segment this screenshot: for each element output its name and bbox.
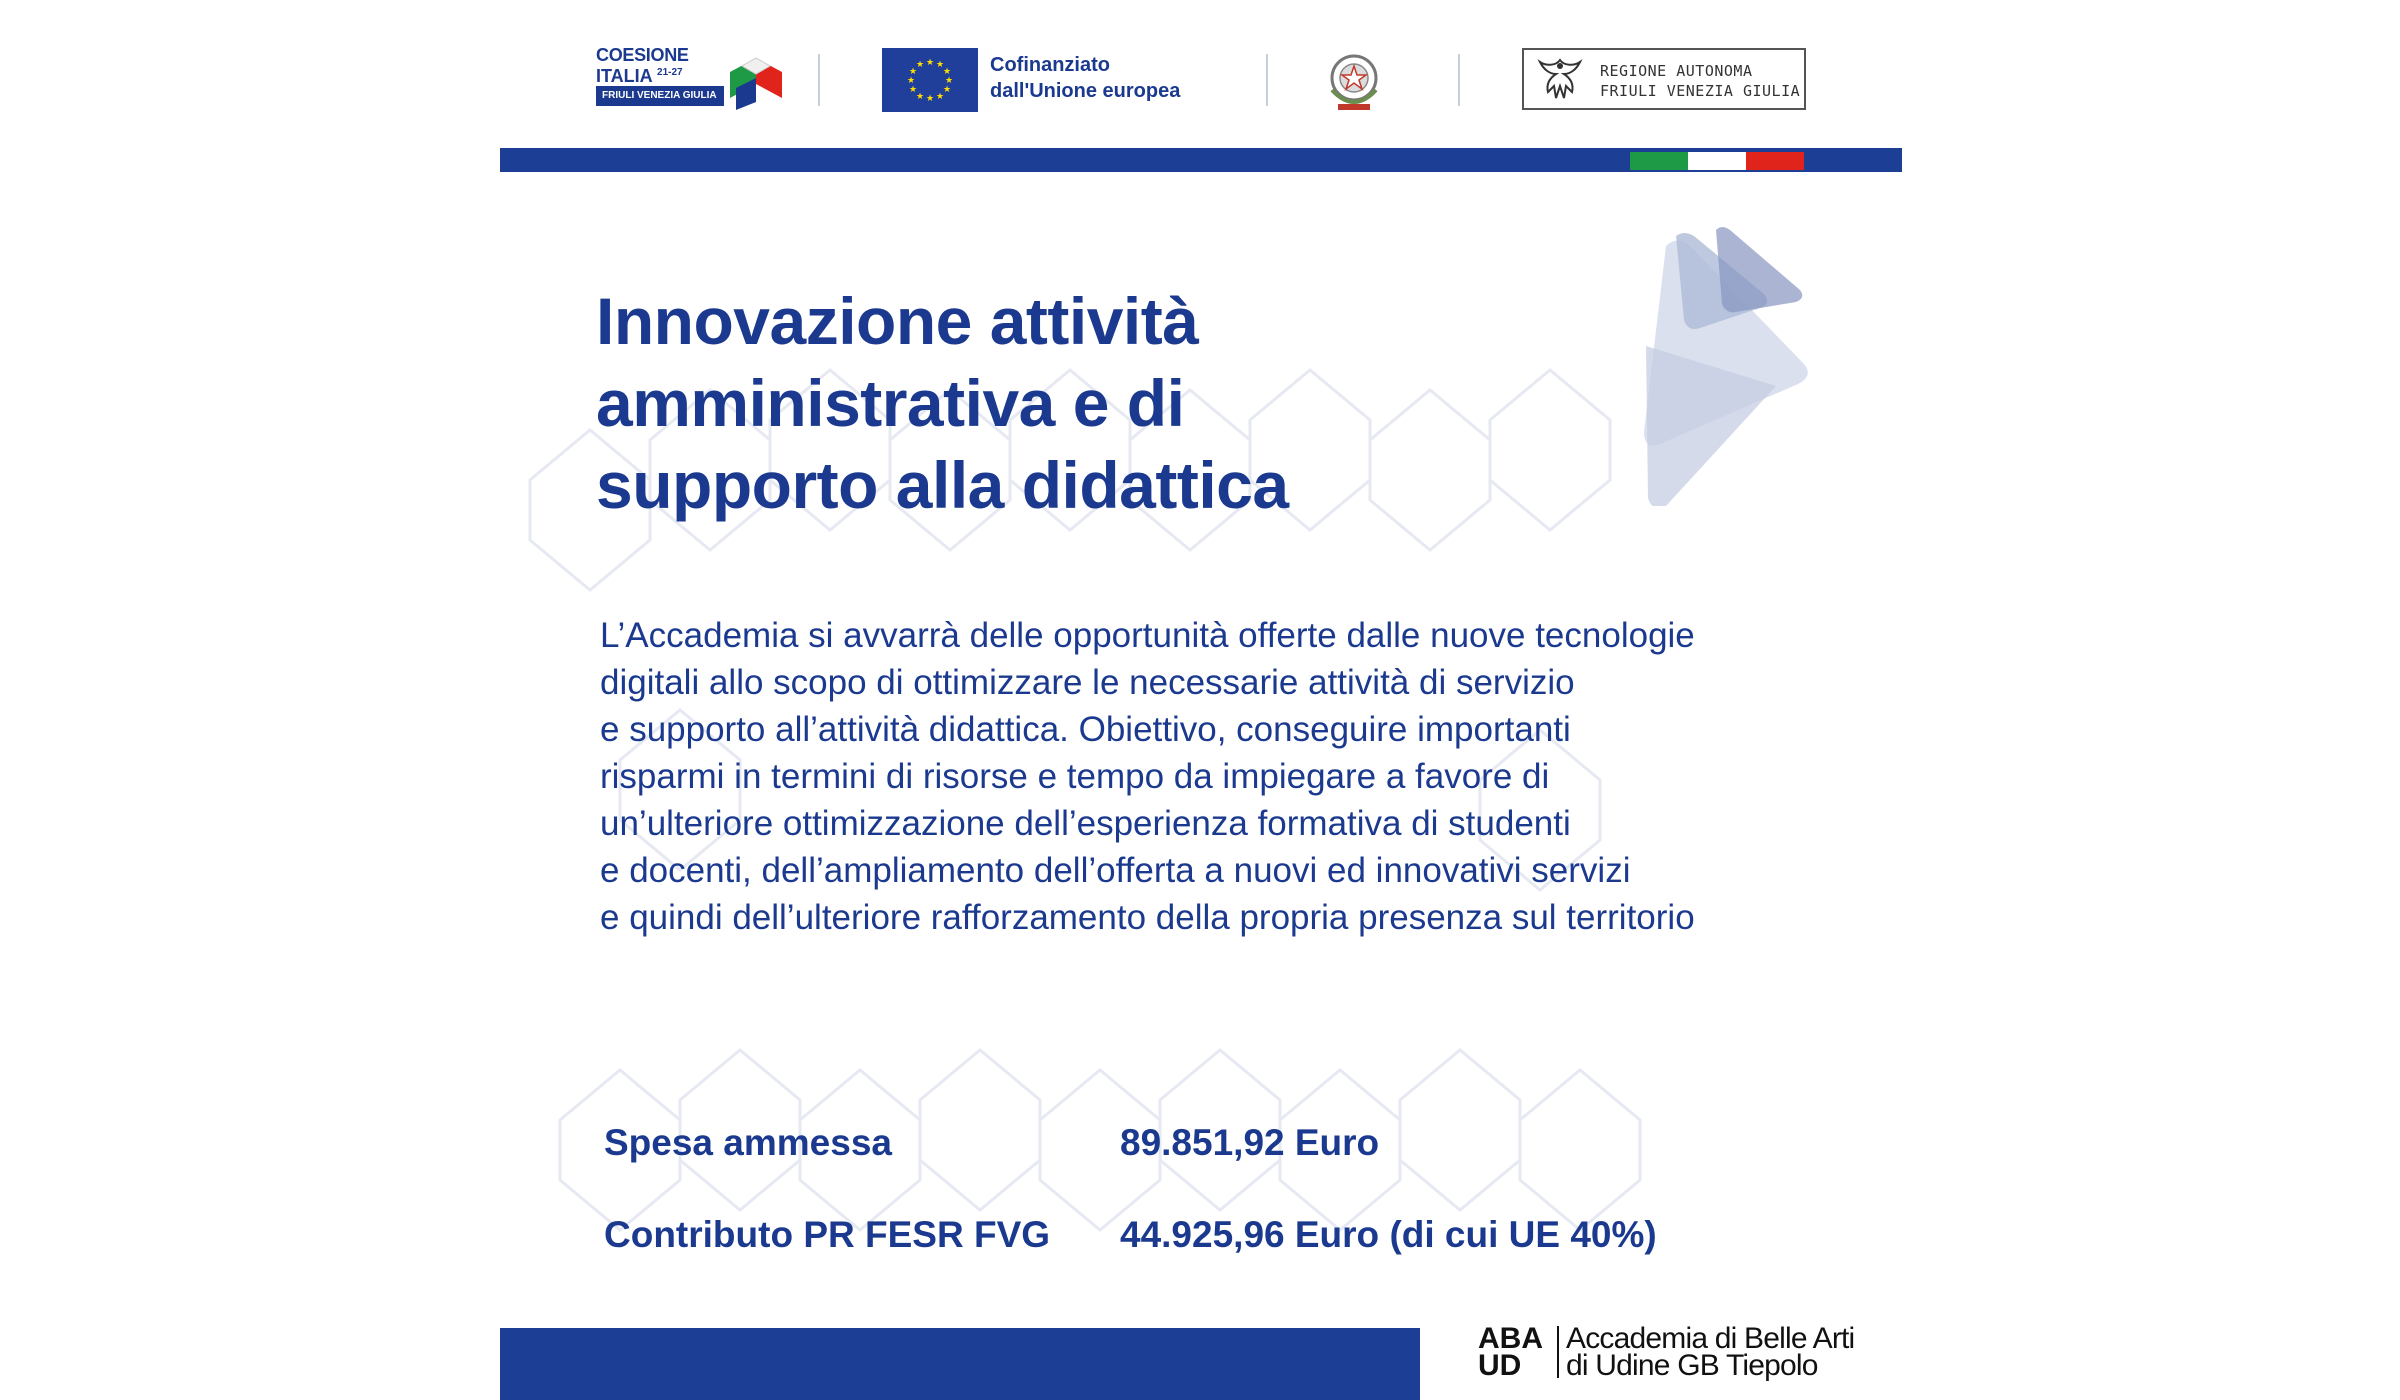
- eu-cofinanced-text: [990, 52, 1180, 104]
- body-line: e docenti, dell’ampliamento dell’offerta a nuovi ed innovativi servizi: [600, 851, 1631, 890]
- regione-fvg-logo: [1522, 48, 1806, 110]
- regione-line1: REGIONE AUTONOMA: [1600, 62, 1753, 80]
- eagle-icon: [1532, 52, 1588, 106]
- svg-text:★: ★: [908, 67, 918, 77]
- body-line: e supporto all’attività didattica. Obiettivo, conseguire importanti: [600, 710, 1571, 749]
- page-title: [596, 280, 1496, 526]
- svg-text:★: ★: [935, 60, 945, 70]
- italian-flag-white: [1688, 152, 1746, 170]
- italian-flag-red: [1746, 152, 1804, 170]
- body-line: L’Accademia si avvarrà delle opportunità offerte dalle nuove tecnologie: [600, 616, 1695, 655]
- coesione-years: 21-27: [657, 67, 683, 78]
- body-line: risparmi in termini di risorse e tempo da impiegare a favore di: [600, 757, 1550, 796]
- svg-text:★: ★: [925, 58, 935, 68]
- svg-text:★: ★: [915, 92, 925, 102]
- svg-text:★: ★: [944, 76, 954, 86]
- contributo-label: Contributo PR FESR FVG: [604, 1214, 1051, 1255]
- header-divider: [1266, 54, 1268, 106]
- svg-text:★: ★: [942, 85, 952, 95]
- body-line: digitali allo scopo di ottimizzare le necessarie attività di servizio: [600, 663, 1575, 702]
- svg-text:★: ★: [942, 67, 952, 77]
- accademia-name: [1566, 1322, 1855, 1382]
- accademia-name-line1: Accademia di Belle Arti: [1566, 1322, 1855, 1355]
- bottom-color-bar: [500, 1328, 1420, 1400]
- coesione-line2: [596, 64, 683, 85]
- title-line: supporto alla didattica: [596, 448, 1289, 522]
- aba-ud-logo: [1478, 1322, 1543, 1382]
- svg-text:★: ★: [935, 92, 945, 102]
- italian-republic-emblem-icon: [1320, 46, 1388, 116]
- title-line: Innovazione attività: [596, 284, 1199, 358]
- svg-text:★: ★: [925, 94, 935, 104]
- header-divider: [818, 54, 820, 106]
- spesa-ammessa-value: 89.851,92 Euro: [1120, 1122, 1380, 1163]
- title-line: amministrativa e di: [596, 366, 1185, 440]
- coesione-italia: ITALIA: [596, 66, 652, 86]
- regione-line2: FRIULI VENEZIA GIULIA: [1600, 82, 1801, 100]
- body-line: un’ulteriore ottimizzazione dell’esperienza formativa di studenti: [600, 804, 1571, 843]
- coesione-italia-logo: [596, 44, 792, 114]
- coesione-region-bar: FRIULI VENEZIA GIULIA: [596, 86, 724, 106]
- eu-line2: dall'Unione europea: [990, 80, 1181, 102]
- spesa-ammessa-label: Spesa ammessa: [604, 1122, 892, 1163]
- description-paragraph: [600, 612, 1900, 941]
- eu-line1: Cofinanziato: [990, 54, 1110, 76]
- body-line: e quindi dell’ulteriore rafforzamento della propria presenza sul territorio: [600, 898, 1695, 937]
- svg-text:★: ★: [915, 60, 925, 70]
- accademia-name-line2: di Udine GB Tiepolo: [1566, 1349, 1818, 1382]
- aba-logo-line1: ABA: [1478, 1322, 1543, 1355]
- contributo-value: 44.925,96 Euro (di cui UE 40%): [1120, 1214, 1657, 1255]
- italian-flag-green: [1630, 152, 1688, 170]
- eu-flag-icon: [882, 48, 978, 112]
- header-divider: [1458, 54, 1460, 106]
- svg-text:★: ★: [908, 85, 918, 95]
- coesione-line1: COESIONE: [596, 45, 689, 65]
- regione-text: [1600, 61, 1800, 101]
- svg-text:★: ★: [906, 76, 916, 86]
- coesione-cube-icon: [722, 48, 788, 110]
- decorative-triangle-graphic: [1616, 226, 1856, 506]
- aba-logo-line2: UD: [1478, 1349, 1522, 1382]
- aba-divider: [1557, 1326, 1559, 1378]
